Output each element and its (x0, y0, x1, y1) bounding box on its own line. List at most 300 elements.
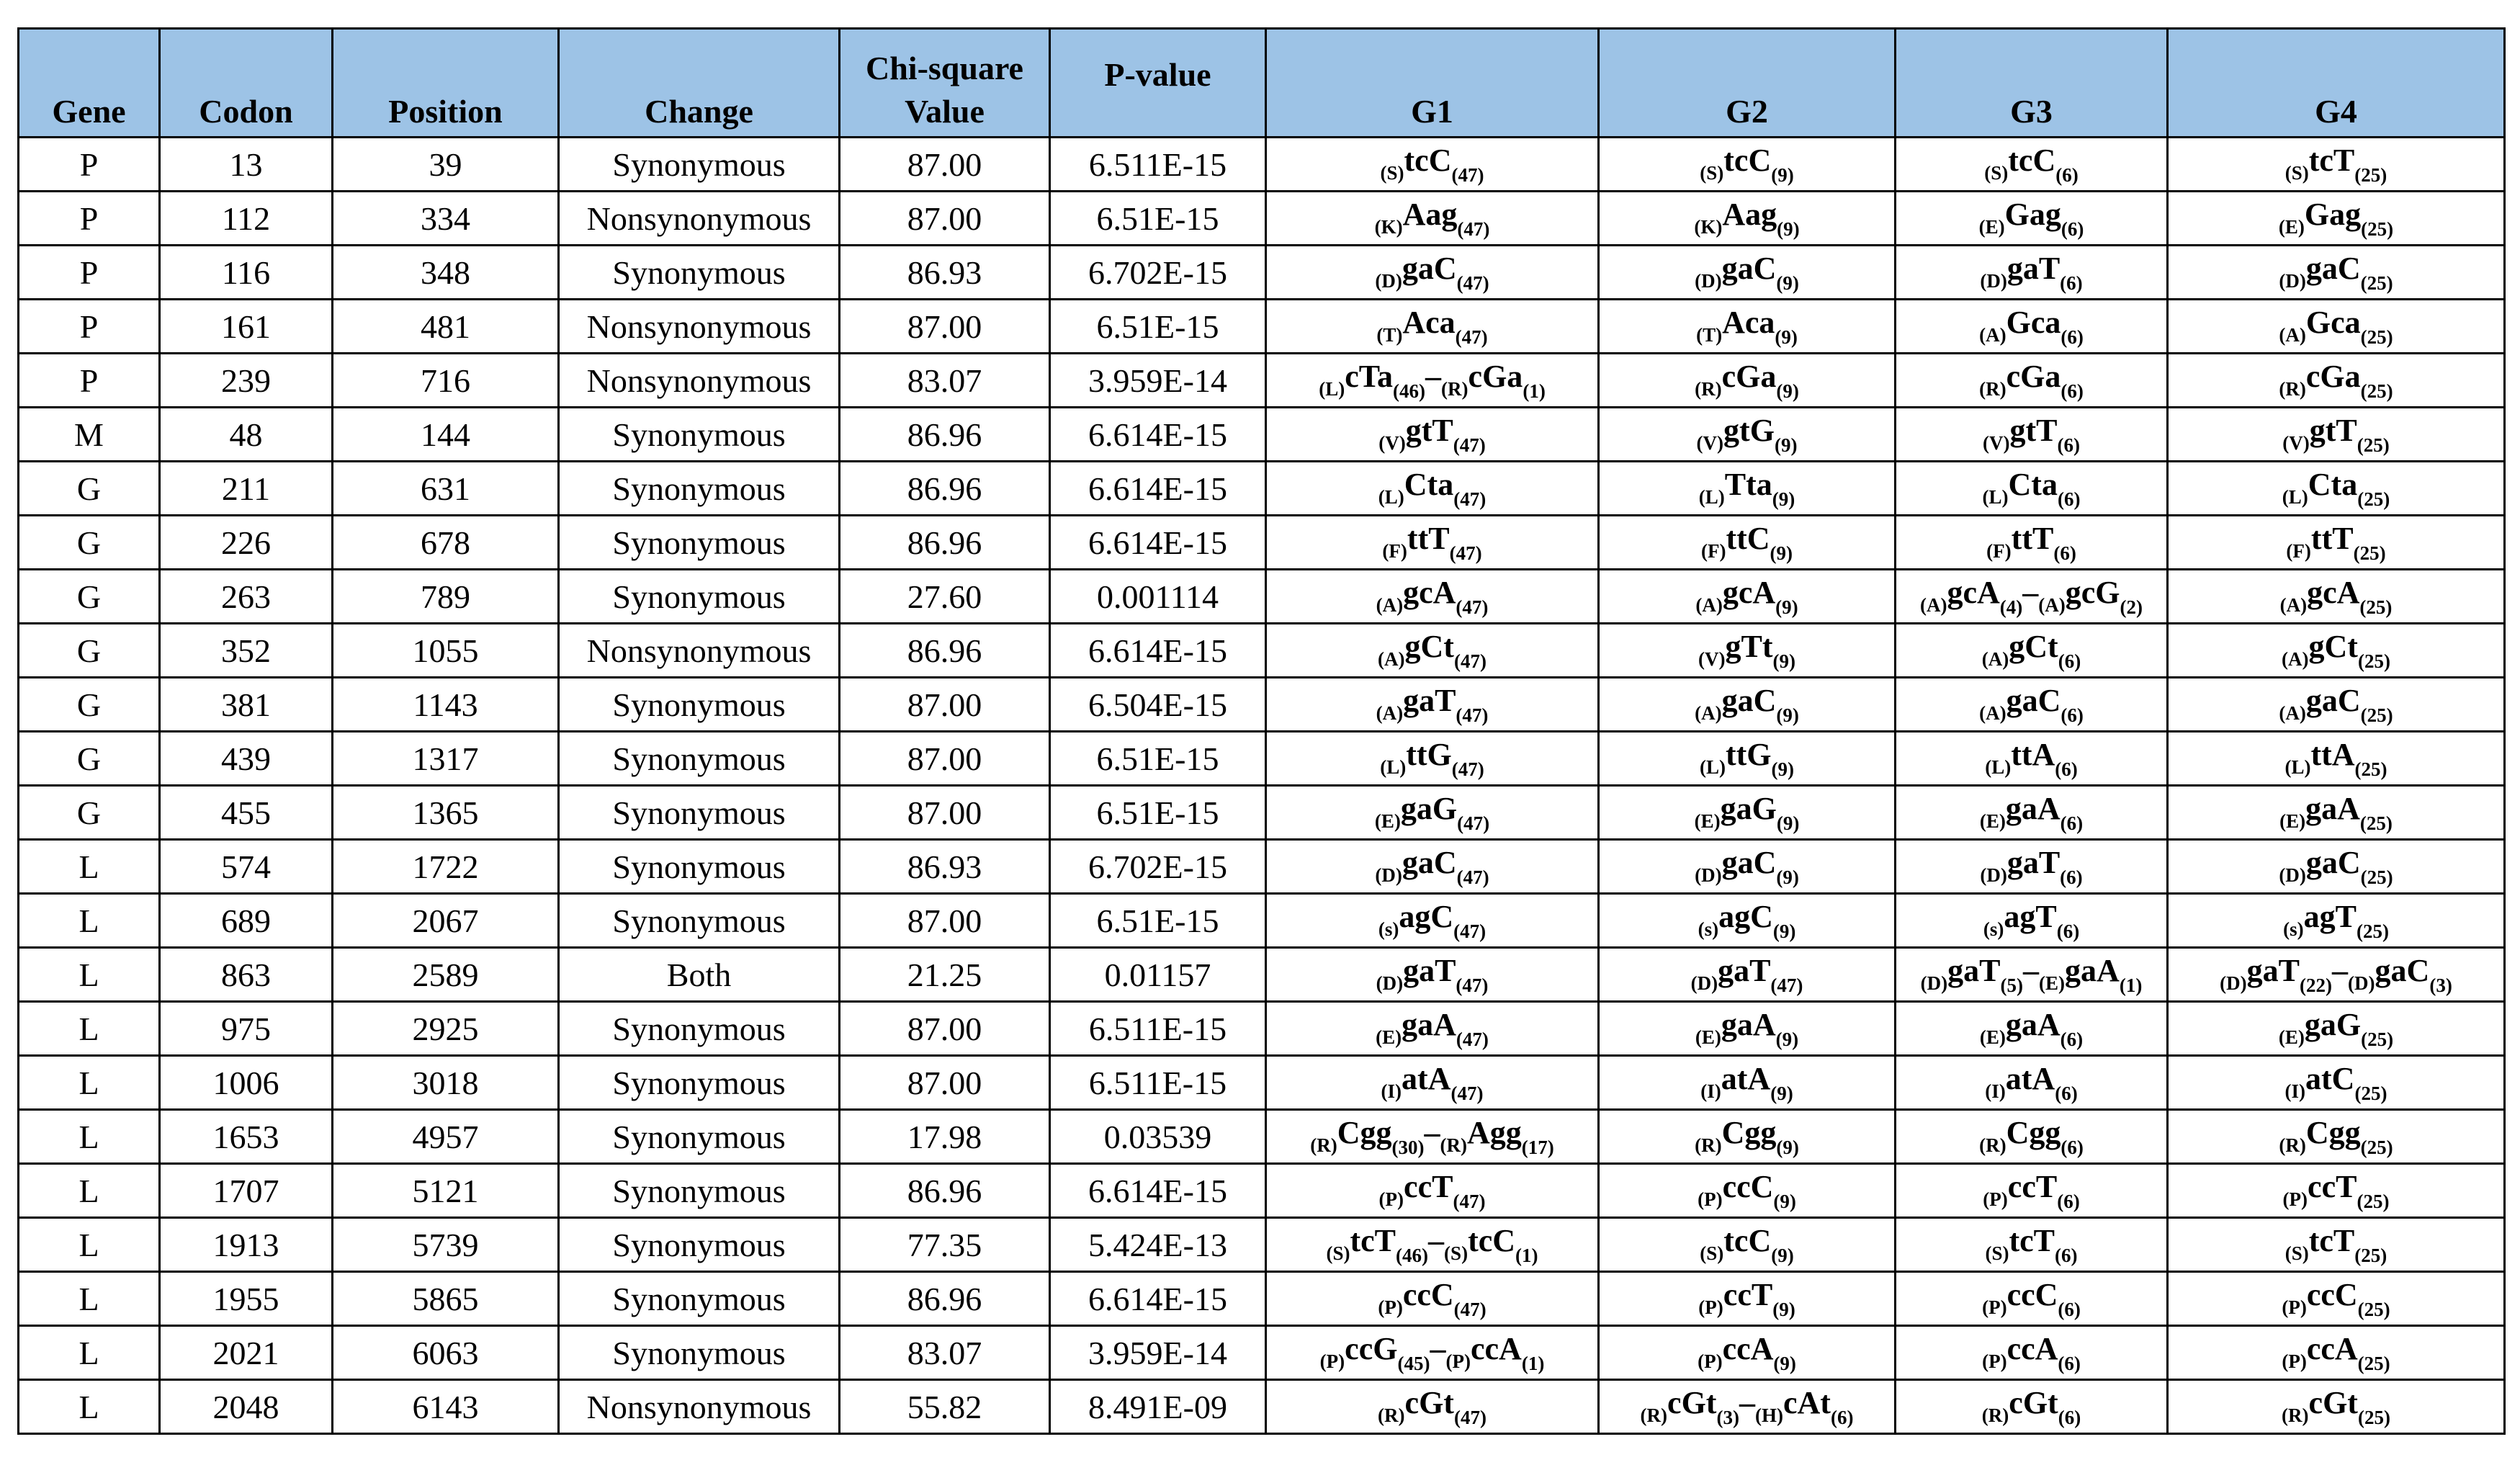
header-p-value: P-value (1050, 29, 1266, 138)
codon-sequence: ccT (1723, 1277, 1773, 1312)
codon-sequence: gaC (2305, 683, 2361, 718)
amino-acid: S (1706, 1242, 1718, 1264)
gene-cell: L (19, 1272, 160, 1326)
g4-cell (2168, 246, 2505, 300)
sample-count: 30 (1398, 1137, 1418, 1158)
codon-variant: $_{(R)}$cGa$_{(25)}$ (2279, 359, 2393, 402)
codon-sequence: gaC (2006, 683, 2061, 718)
codon-sequence: gaG (1720, 791, 1777, 826)
codon-sequence: ccT (2007, 1169, 2058, 1204)
codon-cell: 1653 (160, 1110, 333, 1164)
codon-variant: (R)cGt(25) (2282, 1385, 2390, 1428)
codon-variant: $_{(L)}$Cta$_{(47)}$ (1378, 467, 1487, 510)
change-cell: Synonymous (559, 246, 840, 300)
codon-variant: $_{(D)}$gaC$_{(9)}$ (1695, 251, 1799, 294)
amino-acid: V (1989, 432, 2004, 454)
sample-count: 22 (2306, 975, 2326, 996)
g4-cell (2168, 1218, 2505, 1272)
gene-cell: L (19, 894, 160, 948)
sample-count: 6 (2064, 650, 2075, 672)
codon-sequence: atA (2005, 1061, 2055, 1096)
codon-sequence: gaT (2006, 251, 2061, 286)
g4-cell (2168, 462, 2505, 516)
amino-acid: E (1701, 1026, 1715, 1048)
amino-acid: D (1381, 270, 1396, 292)
gene-cell: L (19, 1164, 160, 1218)
chi-square-cell: 87.00 (840, 894, 1050, 948)
amino-acid: A (2045, 594, 2059, 616)
codon-sequence: gaT (2006, 845, 2061, 880)
codon-variant: (D)gaC(3) (2348, 953, 2452, 996)
amino-acid: F (1993, 540, 2005, 562)
sample-count: 6 (2060, 542, 2070, 564)
codon-sequence: Cgg (1721, 1115, 1777, 1150)
amino-acid: E (2284, 216, 2298, 238)
amino-acid: H (1761, 1404, 1777, 1426)
table-row (19, 1002, 2505, 1056)
g3-cell (1896, 1002, 2168, 1056)
codon-sequence: cGa (1721, 359, 1777, 394)
sample-count: 9 (1780, 1191, 1790, 1212)
codon-sequence: gCt (2308, 629, 2358, 664)
position-cell: 39 (333, 138, 559, 192)
chi-square-cell: 86.93 (840, 246, 1050, 300)
codon-variant: $_{(A)}$gcA$_{(47)}$ (1376, 575, 1489, 618)
chi-square-cell: 86.96 (840, 1272, 1050, 1326)
codon-sequence: tcT (2009, 1223, 2055, 1258)
codon-cell: 112 (160, 192, 333, 246)
codon-sequence: gaT (1403, 953, 1456, 988)
sample-count: 6 (2066, 272, 2076, 294)
position-cell: 631 (333, 462, 559, 516)
chi-square-cell: 21.25 (840, 948, 1050, 1002)
amino-acid: I (1991, 1080, 1999, 1102)
g2-cell (1599, 354, 1896, 408)
codon-variant: (P)ccT(47) (1378, 1169, 1486, 1212)
amino-acid: D (1701, 270, 1716, 292)
codon-sequence: ccA (2006, 1331, 2058, 1366)
codon-variant: $_{(E)}$gaA$_{(25)}$ (2279, 791, 2393, 834)
p-value-cell: 0.001114 (1050, 570, 1266, 624)
header-g1: G1 (1266, 29, 1599, 138)
chi-square-cell: 86.96 (840, 516, 1050, 570)
sample-count: 2 (2126, 596, 2137, 618)
sample-count: 25 (2359, 542, 2380, 564)
codon-variant: $_{(S)}$tcT$_{(25)}$ (2284, 143, 2387, 186)
sample-count: 9 (1783, 812, 1793, 834)
amino-acid: L (1384, 486, 1398, 508)
g1-cell (1266, 570, 1599, 624)
codon-variant: (R)cGt(3) (1640, 1385, 1739, 1428)
table-row (19, 516, 2505, 570)
amino-acid: D (1927, 972, 1942, 994)
amino-acid: S (2291, 162, 2302, 184)
codon-variant: (P)ccA(6) (1982, 1331, 2081, 1374)
codon-sequence: gCt (2009, 629, 2058, 664)
codon-sequence: agT (2004, 899, 2057, 934)
g1-cell (1266, 732, 1599, 786)
sample-count: 47 (1458, 164, 1478, 186)
sample-count: 25 (2361, 758, 2381, 780)
sample-count: 9 (1781, 326, 1791, 348)
g2-cell (1599, 570, 1896, 624)
codon-sequence: ccA (1470, 1331, 1522, 1366)
sample-count: 4 (2006, 596, 2017, 618)
amino-acid: S (1991, 1242, 2003, 1264)
g4-cell (2168, 570, 2505, 624)
position-cell: 6063 (333, 1326, 559, 1380)
g1-cell (1266, 786, 1599, 840)
g3-cell (1896, 462, 2168, 516)
variant-separator: – (2023, 953, 2040, 988)
sample-count: 9 (1780, 434, 1791, 456)
codon-variant: $_{(V)}$gtT$_{(6)}$ (1983, 413, 2080, 456)
codon-sequence: ccT (1404, 1169, 1453, 1204)
p-value-cell: 8.491E-09 (1050, 1380, 1266, 1434)
codon-sequence: tcT (2308, 143, 2355, 178)
sample-count: 6 (2067, 1137, 2077, 1158)
amino-acid: D (1381, 864, 1396, 886)
g1-cell (1266, 1218, 1599, 1272)
g4-cell (2168, 732, 2505, 786)
codon-cell: 1955 (160, 1272, 333, 1326)
header-chi-square: Chi-square Value (840, 29, 1050, 138)
position-cell: 5739 (333, 1218, 559, 1272)
p-value-cell: 6.51E-15 (1050, 786, 1266, 840)
table-row (19, 678, 2505, 732)
sample-count: 25 (2367, 866, 2387, 888)
amino-acid: L (1705, 756, 1719, 778)
codon-variant: $_{(S)}$tcC$_{(47)}$ (1380, 143, 1484, 186)
sample-count: 47 (1459, 1191, 1479, 1212)
variant-separator: – (1425, 359, 1442, 394)
g4-cell (2168, 840, 2505, 894)
amino-acid: A (1986, 324, 2000, 346)
g2-cell (1599, 462, 1896, 516)
sample-count: 6 (2063, 1191, 2073, 1212)
gene-cell: L (19, 1002, 160, 1056)
codon-variant: (R)Cgg(6) (1979, 1115, 2084, 1158)
sample-count: 6 (2066, 812, 2077, 834)
codon-variant: $_{(S)}$tcC$_{(9)}$ (1700, 143, 1794, 186)
sample-count: 47 (1460, 1299, 1480, 1320)
position-cell: 481 (333, 300, 559, 354)
p-value-cell: 6.702E-15 (1050, 246, 1266, 300)
sample-count: 9 (1776, 542, 1787, 564)
codon-cell: 863 (160, 948, 333, 1002)
codon-variant: $_{(L)}$Cta$_{(25)}$ (2282, 467, 2390, 510)
codon-sequence: ttC (1726, 521, 1770, 556)
amino-acid: S (1991, 162, 2002, 184)
sample-count: 9 (1783, 866, 1793, 888)
g4-cell (2168, 1326, 2505, 1380)
codon-variant: (S)tcT(25) (2284, 1223, 2387, 1266)
position-cell: 1143 (333, 678, 559, 732)
gene-cell: M (19, 408, 160, 462)
codon-variant: $_{(L)}$ttA$_{(25)}$ (2284, 737, 2387, 780)
g2-cell (1599, 840, 1896, 894)
g3-cell (1896, 1380, 2168, 1434)
amino-acid: V (1705, 648, 1719, 670)
chi-square-cell: 83.07 (840, 1326, 1050, 1380)
gene-cell: L (19, 840, 160, 894)
codon-variant: (R)cGt(6) (1981, 1385, 2081, 1428)
sample-count: 46 (1399, 380, 1420, 402)
sample-count: 46 (1402, 1245, 1422, 1266)
codon-sequence: tcC (1404, 143, 1452, 178)
codon-variant: $_{(D)}$gaC$_{(25)}$ (2279, 845, 2393, 888)
sample-count: 47 (1459, 434, 1479, 456)
codon-variant: (P)ccA(9) (1698, 1331, 1796, 1374)
position-cell: 2589 (333, 948, 559, 1002)
amino-acid: s (1384, 918, 1393, 940)
position-cell: 5865 (333, 1272, 559, 1326)
sample-count: 47 (1463, 272, 1483, 294)
codon-sequence: Cta (1404, 467, 1454, 502)
codon-cell: 211 (160, 462, 333, 516)
codon-sequence: gcA (2307, 575, 2360, 610)
g3-cell (1896, 516, 2168, 570)
codon-variant: $_{(A)}$gcA$_{(4)}$ (1919, 575, 2023, 618)
p-value-cell: 6.51E-15 (1050, 192, 1266, 246)
codon-variant: $_{(T)}$Aca$_{(47)}$ (1376, 305, 1488, 348)
sample-count: 47 (1460, 488, 1480, 510)
p-value-cell: 0.03539 (1050, 1110, 1266, 1164)
amino-acid: A (2286, 594, 2301, 616)
variant-separator: – (1430, 1331, 1446, 1366)
codon-variant: $_{(F)}$ttT$_{(47)}$ (1382, 521, 1482, 564)
codon-cell: 48 (160, 408, 333, 462)
sample-count: 6 (2061, 758, 2071, 780)
g3-cell (1896, 408, 2168, 462)
g3-cell (1896, 786, 2168, 840)
codon-variant: $_{(s)}$agC$_{(47)}$ (1378, 899, 1487, 942)
change-cell: Synonymous (559, 894, 840, 948)
amino-acid: L (1386, 756, 1400, 778)
position-cell: 144 (333, 408, 559, 462)
codon-sequence: tcT (2308, 1223, 2355, 1258)
gene-cell: P (19, 300, 160, 354)
codon-sequence: Cgg (2006, 1115, 2061, 1150)
g4-cell (2168, 192, 2505, 246)
codon-variant: $_{(T)}$Aca$_{(9)}$ (1696, 305, 1798, 348)
codon-variant: $_{(A)}$gaC$_{(9)}$ (1695, 683, 1799, 726)
codon-sequence: ccC (1402, 1277, 1454, 1312)
gene-cell: L (19, 1380, 160, 1434)
sample-count: 25 (2367, 380, 2387, 402)
change-cell: Synonymous (559, 732, 840, 786)
p-value-cell: 6.614E-15 (1050, 408, 1266, 462)
chi-square-cell: 77.35 (840, 1218, 1050, 1272)
sample-count: 9 (1783, 380, 1793, 402)
p-value-cell: 6.51E-15 (1050, 894, 1266, 948)
change-cell: Synonymous (559, 786, 840, 840)
g2-cell (1599, 1272, 1896, 1326)
amino-acid: F (2292, 540, 2305, 562)
sample-count: 6 (2061, 1083, 2071, 1104)
amino-acid: D (1701, 864, 1716, 886)
codon-sequence: ccC (2306, 1277, 2358, 1312)
g1-cell (1266, 300, 1599, 354)
codon-variant: (H)cAt(6) (1754, 1385, 1854, 1428)
change-cell: Synonymous (559, 516, 840, 570)
change-cell: Synonymous (559, 1218, 840, 1272)
g2-cell (1599, 192, 1896, 246)
change-cell: Synonymous (559, 408, 840, 462)
amino-acid: K (1381, 216, 1396, 238)
codon-variant: (I)atA(9) (1700, 1061, 1793, 1104)
amino-acid: D (1697, 972, 1712, 994)
sample-count: 9 (1782, 1029, 1793, 1050)
amino-acid: P (1704, 1350, 1716, 1372)
change-cell: Synonymous (559, 1272, 840, 1326)
g2-cell (1599, 1218, 1896, 1272)
g2-cell (1599, 1326, 1896, 1380)
codon-variant: (P)ccA(25) (2282, 1331, 2390, 1374)
codon-variant: (R)Cgg(25) (2279, 1115, 2393, 1158)
amino-acid: A (1986, 702, 2000, 724)
codon-variant: $_{(D)}$gaT$_{(6)}$ (1980, 251, 2083, 294)
codon-variant: (E)gaA(1) (2039, 953, 2143, 996)
codon-sequence: gaA (1402, 1007, 1456, 1042)
chi-square-cell: 87.00 (840, 786, 1050, 840)
change-cell: Synonymous (559, 1002, 840, 1056)
codon-sequence: ccC (1722, 1169, 1774, 1204)
amino-acid: V (1703, 432, 1718, 454)
sample-count: 6 (2067, 380, 2077, 402)
table-row (19, 246, 2505, 300)
position-cell: 6143 (333, 1380, 559, 1434)
g4-cell (2168, 300, 2505, 354)
sample-count: 9 (1777, 758, 1788, 780)
amino-acid: D (1382, 972, 1397, 994)
codon-variant: $_{(K)}$Aag$_{(47)}$ (1374, 197, 1490, 240)
codon-sequence: gaA (1721, 1007, 1776, 1042)
g1-cell (1266, 1002, 1599, 1056)
sample-count: 47 (1461, 326, 1481, 348)
change-cell: Synonymous (559, 1056, 840, 1110)
codon-variant: $_{(V)}$gTt$_{(9)}$ (1698, 629, 1795, 672)
gene-cell: P (19, 354, 160, 408)
g3-cell (1896, 948, 2168, 1002)
codon-variant: $_{(A)}$gaC$_{(25)}$ (2279, 683, 2393, 726)
amino-acid: E (1986, 1026, 1999, 1048)
chi-square-cell: 86.96 (840, 462, 1050, 516)
amino-acid: S (1386, 162, 1398, 184)
amino-acid: R (1448, 378, 1462, 400)
change-cell: Both (559, 948, 840, 1002)
codon-sequence: ccG (1345, 1331, 1398, 1366)
codon-sequence: cGt (2308, 1385, 2358, 1420)
codon-sequence: Cgg (2305, 1115, 2361, 1150)
g2-cell (1599, 300, 1896, 354)
sample-count: 3 (2436, 975, 2446, 996)
codon-sequence: agC (1399, 899, 1454, 934)
header-g3: G3 (1896, 29, 2168, 138)
g3-cell (1896, 1164, 2168, 1218)
amino-acid: A (2288, 648, 2302, 670)
amino-acid: A (1988, 648, 2003, 670)
amino-acid: D (1986, 864, 2001, 886)
header-g4: G4 (2168, 29, 2505, 138)
gene-cell: G (19, 516, 160, 570)
g4-cell (2168, 1002, 2505, 1056)
codon-sequence: gcA (1947, 575, 2000, 610)
g2-cell (1599, 1110, 1896, 1164)
sample-count: 6 (2064, 1299, 2074, 1320)
sample-count: 6 (2064, 1353, 2074, 1374)
g1-cell (1266, 1056, 1599, 1110)
codon-sequence: gaC (2305, 251, 2361, 286)
sample-count: 25 (2367, 326, 2387, 348)
codon-cell: 574 (160, 840, 333, 894)
sample-count: 47 (1777, 975, 1797, 996)
amino-acid: D (1986, 270, 2001, 292)
p-value-cell: 6.614E-15 (1050, 1272, 1266, 1326)
variant-separator: – (1424, 1115, 1440, 1150)
variant-separator: – (2332, 953, 2349, 988)
sample-count: 25 (2367, 1137, 2387, 1158)
codon-variant: $_{(E)}$gaG$_{(47)}$ (1374, 791, 1490, 834)
codon-sequence: gaC (1721, 845, 1777, 880)
codon-variant: (P)ccT(9) (1698, 1277, 1795, 1320)
codon-sequence: Tta (1724, 467, 1772, 502)
table-row (19, 786, 2505, 840)
codon-cell: 1006 (160, 1056, 333, 1110)
g2-cell (1599, 1056, 1896, 1110)
codon-variant: $_{(V)}$gtT$_{(25)}$ (2282, 413, 2390, 456)
p-value-cell: 6.614E-15 (1050, 516, 1266, 570)
codon-sequence: ttT (2310, 521, 2354, 556)
g2-cell (1599, 1164, 1896, 1218)
g3-cell (1896, 624, 2168, 678)
g2-cell (1599, 624, 1896, 678)
p-value-cell: 5.424E-13 (1050, 1218, 1266, 1272)
codon-variant: $_{(L)}$Tta$_{(9)}$ (1698, 467, 1795, 510)
codon-variant: (D)gaT(47) (1690, 953, 1803, 996)
p-value-cell: 3.959E-14 (1050, 354, 1266, 408)
sample-count: 6 (2067, 704, 2077, 726)
amino-acid: P (1988, 1296, 2001, 1318)
g4-cell (2168, 948, 2505, 1002)
amino-acid: S (1332, 1242, 1344, 1264)
chi-square-cell: 86.93 (840, 840, 1050, 894)
amino-acid: P (1705, 1296, 1717, 1318)
g2-cell (1599, 1002, 1896, 1056)
codon-variant: $_{(A)}$gCt$_{(47)}$ (1378, 629, 1487, 672)
g4-cell (2168, 138, 2505, 192)
codon-sequence: Aag (1402, 197, 1458, 232)
codon-sequence: Aca (1402, 305, 1456, 340)
amino-acid: E (2045, 972, 2059, 994)
sample-count: 47 (1462, 975, 1482, 996)
change-cell: Synonymous (559, 462, 840, 516)
codon-sequence: ttT (2011, 521, 2054, 556)
chi-square-cell: 86.96 (840, 1164, 1050, 1218)
codon-variant: (R)Agg(17) (1440, 1115, 1554, 1158)
amino-acid: R (1384, 1404, 1399, 1426)
codon-variant: (D)gaT(5) (1920, 953, 2024, 996)
codon-variant: $_{(R)}$cGa$_{(1)}$ (1441, 359, 1546, 402)
g2-cell (1599, 732, 1896, 786)
gene-cell: L (19, 948, 160, 1002)
sample-count: 25 (2364, 1299, 2384, 1320)
codon-sequence: gaC (2305, 845, 2361, 880)
amino-acid: A (1702, 594, 1716, 616)
codon-sequence: gaG (1400, 791, 1458, 826)
codon-sequence: tcC (1723, 143, 1772, 178)
codon-variant: (P)ccC(9) (1698, 1169, 1796, 1212)
